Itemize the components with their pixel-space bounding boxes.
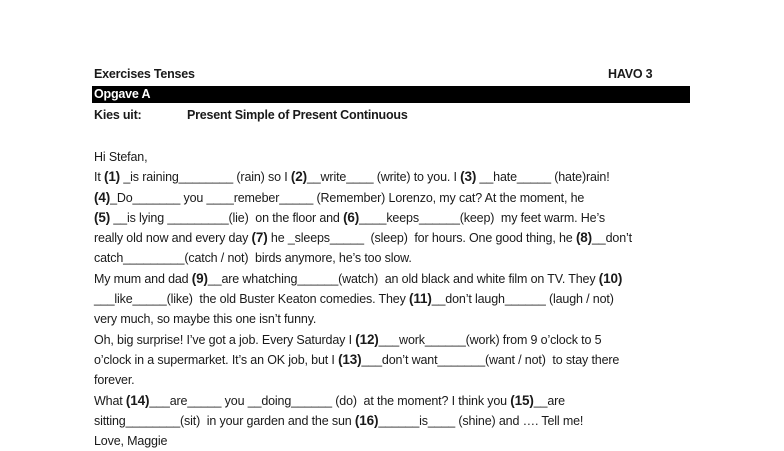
letter-text: What bbox=[94, 393, 126, 408]
letter-text: __hate_____ (hate)rain! bbox=[476, 170, 610, 185]
letter-line bbox=[94, 269, 694, 289]
instruction-value: Present Simple of Present Continuous bbox=[187, 108, 408, 122]
letter-text: _is raining________ (rain) so I bbox=[120, 170, 291, 185]
letter-line bbox=[94, 391, 694, 411]
letter-line bbox=[94, 208, 694, 228]
letter-text: Oh, big surprise! I’ve got a job. Every Saturday I bbox=[94, 332, 356, 347]
letter-line bbox=[94, 228, 694, 248]
gap-number: (6) bbox=[343, 209, 360, 225]
letter-text: very much, so maybe this one isn’t funny. bbox=[94, 312, 317, 327]
gap-number: (1) bbox=[103, 169, 121, 185]
letter-text: __write____ (write) to you. I bbox=[306, 170, 461, 185]
letter-text: catch_________(catch / not) birds anymore, he’s too slow. bbox=[94, 251, 412, 266]
gap-number: (2) bbox=[290, 169, 307, 185]
letter-line bbox=[94, 350, 694, 370]
letter-line bbox=[94, 167, 694, 187]
letter-text: __are bbox=[533, 393, 565, 408]
gap-number: (16) bbox=[354, 412, 379, 428]
letter-text: ___like_____(like) the old Buster Keaton comedies. They bbox=[94, 292, 410, 307]
letter-text: forever. bbox=[94, 373, 135, 388]
letter-line bbox=[94, 188, 694, 208]
letter-text: ___work______(work) from 9 o’clock to 5 bbox=[378, 332, 602, 347]
gap-number: (7) bbox=[251, 230, 268, 246]
worksheet-title: Exercises Tenses bbox=[94, 67, 195, 81]
letter-text: __don’t laugh______ (laugh / not) bbox=[431, 292, 614, 307]
letter-text: __is lying _________(lie) on the floor and bbox=[110, 210, 344, 225]
letter-greeting: Hi Stefan, bbox=[94, 150, 148, 164]
letter-text: ___are_____ you __doing______ (do) at the moment? I think you bbox=[149, 393, 511, 408]
letter-text: ______is____ (shine) and …. Tell me! bbox=[378, 413, 584, 428]
letter-line bbox=[94, 330, 694, 350]
letter-body bbox=[94, 147, 694, 451]
exercise-banner bbox=[92, 86, 690, 103]
letter-text: My mum and dad bbox=[94, 271, 192, 286]
letter-text: really old now and every day bbox=[94, 231, 252, 246]
exercise-banner-label: Opgave A bbox=[94, 87, 151, 101]
letter-text: sitting________(sit) in your garden and the sun bbox=[94, 413, 355, 428]
letter-text: _Do_______ you ____remeber_____ (Remember) Lorenzo, my cat? At the moment, he bbox=[110, 190, 585, 205]
gap-number: (5) bbox=[94, 209, 111, 225]
letter-text: __don’t bbox=[592, 231, 632, 246]
gap-number: (3) bbox=[460, 169, 477, 185]
letter-line bbox=[94, 289, 694, 309]
letter-signoff: Love, Maggie bbox=[94, 434, 168, 449]
letter-text: o’clock in a supermarket. It’s an OK job, but I bbox=[94, 352, 339, 367]
gap-number: (12) bbox=[355, 331, 379, 347]
gap-number: (14) bbox=[125, 392, 150, 408]
gap-number: (8) bbox=[575, 230, 592, 246]
gap-number: (10) bbox=[598, 270, 623, 286]
letter-line bbox=[94, 411, 694, 431]
gap-number: (13) bbox=[338, 351, 362, 367]
letter-line bbox=[94, 370, 694, 390]
level-label: HAVO 3 bbox=[608, 67, 653, 81]
gap-number: (11) bbox=[409, 291, 432, 307]
letter-text: ____keeps______(keep) my feet warm. He’s bbox=[359, 210, 605, 225]
letter-text: ___don’t want_______(want / not) to stay there bbox=[361, 352, 620, 367]
letter-text: __are whatching______(watch) an old black and white film on TV. They bbox=[207, 271, 599, 286]
gap-number: (9) bbox=[191, 270, 208, 286]
gap-number: (15) bbox=[510, 392, 534, 408]
letter-text: he _sleeps_____ (sleep) for hours. One good thing, he bbox=[267, 231, 576, 246]
letter-line bbox=[94, 248, 694, 268]
letter-line bbox=[94, 309, 694, 329]
gap-number: (4) bbox=[94, 189, 111, 205]
letter-text: It bbox=[94, 170, 104, 185]
instruction-label: Kies uit: bbox=[94, 108, 142, 122]
